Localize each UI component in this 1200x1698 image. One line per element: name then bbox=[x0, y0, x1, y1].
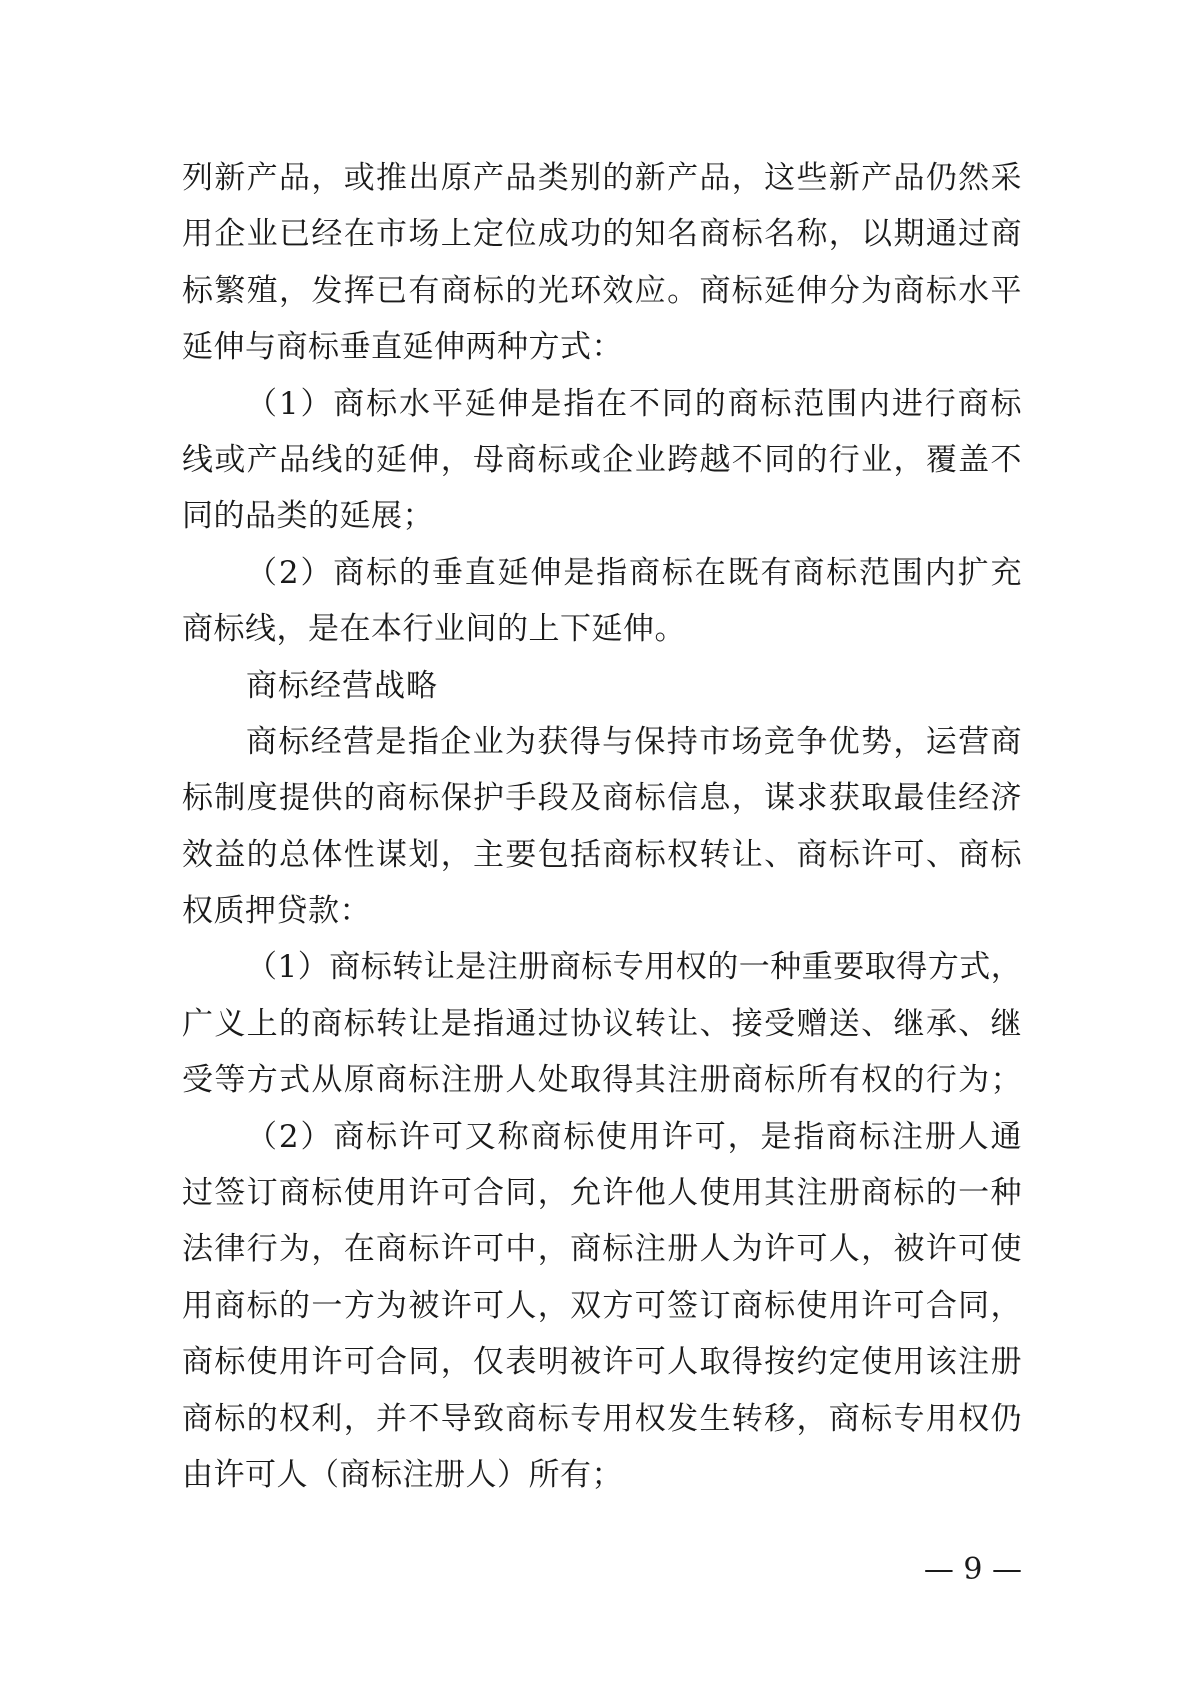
text-line: 权质押贷款： bbox=[182, 893, 371, 930]
text-line: 商标经营是指企业为获得与保持市场竞争优势，运营商 bbox=[246, 723, 1022, 760]
text-line: 延伸与商标垂直延伸两种方式： bbox=[182, 329, 623, 366]
text-line: （2）商标许可又称商标使用许可，是指商标注册人通 bbox=[246, 1118, 1022, 1155]
text-line: 线或产品线的延伸，母商标或企业跨越不同的行业，覆盖不 bbox=[182, 441, 1022, 478]
section-heading: 商标经营战略 bbox=[246, 667, 438, 704]
text-line: 列新产品，或推出原产品类别的新产品，这些新产品仍然采 bbox=[182, 160, 1022, 196]
text-line: （1）商标水平延伸是指在不同的商标范围内进行商标 bbox=[246, 385, 1022, 422]
text-line: （1）商标转让是注册商标专用权的一种重要取得方式， bbox=[246, 949, 1023, 986]
text-line: 用企业已经在市场上定位成功的知名商标名称，以期通过商 bbox=[182, 216, 1022, 253]
page-number: — 9 — bbox=[923, 1552, 1022, 1587]
text-line: 标繁殖，发挥已有商标的光环效应。商标延伸分为商标水平 bbox=[182, 272, 1022, 309]
text-line: 商标线，是在本行业间的上下延伸。 bbox=[182, 611, 686, 648]
text-line: 标制度提供的商标保护手段及商标信息，谋求获取最佳经济 bbox=[182, 780, 1022, 817]
text-line: （2）商标的垂直延伸是指商标在既有商标范围内扩充 bbox=[246, 554, 1022, 591]
text-line: 广义上的商标转让是指通过协议转让、接受赠送、继承、继 bbox=[182, 1005, 1022, 1042]
text-line: 商标使用许可合同，仅表明被许可人取得按约定使用该注册 bbox=[182, 1344, 1022, 1381]
text-line: 法律行为，在商标许可中，商标注册人为许可人，被许可使 bbox=[182, 1231, 1022, 1268]
text-line: 商标的权利，并不导致商标专用权发生转移，商标专用权仍 bbox=[182, 1400, 1022, 1437]
body-text bbox=[182, 150, 1022, 1503]
text-line: 受等方式从原商标注册人处取得其注册商标所有权的行为； bbox=[182, 1062, 1022, 1099]
text-line: 由许可人（商标注册人）所有； bbox=[182, 1456, 623, 1493]
text-line: 效益的总体性谋划，主要包括商标权转让、商标许可、商标 bbox=[182, 836, 1022, 873]
text-line: 用商标的一方为被许可人，双方可签订商标使用许可合同， bbox=[182, 1287, 1022, 1324]
text-line: 同的品类的延展； bbox=[182, 498, 434, 535]
text-line: 过签订商标使用许可合同，允许他人使用其注册商标的一种 bbox=[182, 1175, 1022, 1212]
